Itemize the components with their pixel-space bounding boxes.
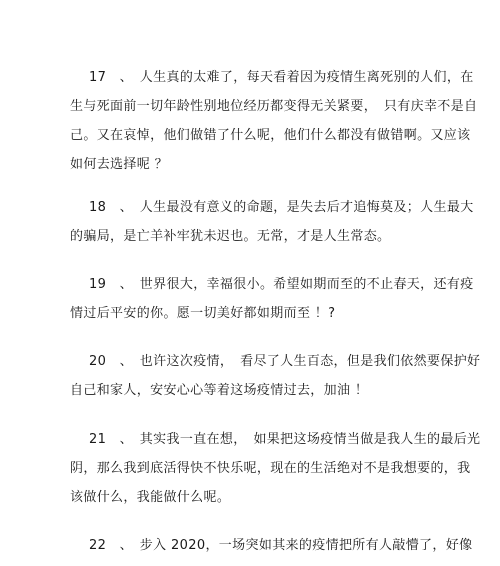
paragraph-21	[70, 425, 481, 512]
paragraph-line: 生与死面前一切年龄性别地位经历都变得无关紧要， 只有庆幸不是自	[70, 99, 478, 114]
paragraph-line: 的骗局，是亡羊补牢犹未迟也。无常，才是人生常态。	[70, 229, 391, 244]
paragraph-line: 自己和家人，安安心心等着这场疫情过去，加油 ！	[70, 383, 369, 398]
paragraph-20	[70, 347, 481, 405]
paragraph-line: 己。又在哀悼，他们做错了什么呢，他们什么都没有做错啊。又应该	[70, 128, 471, 143]
paragraph-line: 情过后平安的你。愿一切美好都如期而至 ！?	[70, 306, 336, 321]
paragraph-19	[70, 270, 474, 328]
paragraph-line: 21 、 其实我一直在想， 如果把这场疫情当做是我人生的最后光	[89, 432, 481, 447]
paragraph-line: 20 、 也许这次疫情， 看尽了人生百态，但是我们依然要保护好	[89, 354, 481, 369]
paragraph-22	[70, 531, 473, 560]
paragraph-line: 阴，那么我到底活得快不快乐呢，现在的生活绝对不是我想要的，我	[70, 461, 471, 476]
paragraph-line: 如何去选择呢 ？	[70, 157, 168, 172]
paragraph-line: 22 、 步入 2020，一场突如其来的疫情把所有人敲懵了，好像	[89, 538, 473, 553]
paragraph-line: 17 、 人生真的太难了，每天看着因为疫情生离死别的人们，在	[89, 70, 474, 85]
paragraph-line: 18 、 人生最没有意义的命题，是失去后才追悔莫及；人生最大	[89, 200, 474, 215]
paragraph-line: 该做什么，我能做什么呢。	[70, 490, 231, 505]
paragraph-line: 19 、 世界很大，幸福很小。希望如期而至的不止春天，还有疫	[89, 277, 474, 292]
paragraph-18	[70, 193, 474, 251]
paragraph-17	[70, 63, 478, 179]
